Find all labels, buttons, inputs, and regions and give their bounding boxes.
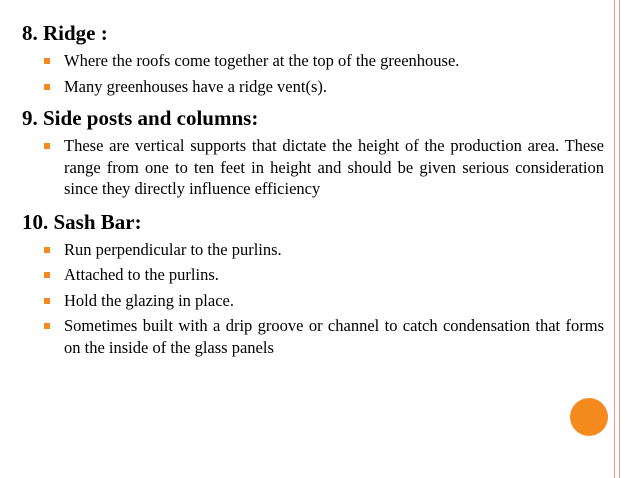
square-bullet-icon [44,143,50,149]
square-bullet-icon [44,247,50,253]
list-item-text: Sometimes built with a drip groove or channel to catch condensation that forms on the inside of the glass panels [64,316,604,357]
square-bullet-icon [44,58,50,64]
list-item [22,315,604,358]
heading-ridge: 8. Ridge : [22,21,108,45]
list-item [22,239,604,261]
list-item [22,50,604,72]
bullet-list-ridge [22,50,604,97]
right-border-line [619,0,620,478]
list-item [22,264,604,286]
list-item [22,76,604,98]
list-item-text: Run perpendicular to the purlins. [64,239,282,259]
list-item [22,290,604,312]
bullet-list-sash-bar [22,239,604,359]
square-bullet-icon [44,298,50,304]
list-item-text: Where the roofs come together at the top of the greenhouse. [64,51,460,70]
square-bullet-icon [44,84,50,90]
list-item [22,135,604,200]
bullet-list-side-posts [22,135,604,200]
list-item-text: These are vertical supports that dictate the height of the production area. These range from one to ten feet in height and should be given serious consideration since they directly influence efficiency [64,136,604,198]
slide-content [22,14,604,362]
orange-circle-icon [570,398,608,436]
square-bullet-icon [44,323,50,329]
list-item-text: Many greenhouses have a ridge vent(s). [64,76,327,96]
square-bullet-icon [44,272,50,278]
list-item-text: Hold the glazing in place. [64,290,234,310]
list-item-text: Attached to the purlins. [64,265,219,284]
heading-side-posts: 9. Side posts and columns: [22,106,259,130]
heading-sash-bar: 10. Sash Bar: [22,209,142,234]
right-border-line [614,0,615,478]
